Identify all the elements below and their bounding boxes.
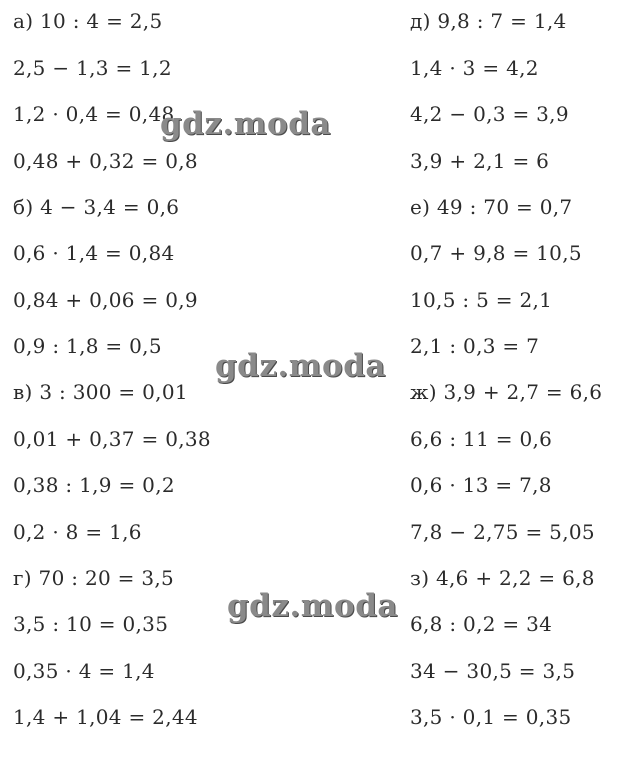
equation-line: 0,38 : 1,9 = 0,2 (13, 473, 175, 497)
equation-line: б) 4 − 3,4 = 0,6 (13, 195, 180, 219)
equation-line: 1,4 · 3 = 4,2 (410, 56, 539, 80)
equation-line: а) 10 : 4 = 2,5 (13, 9, 163, 33)
equation-line: 34 − 30,5 = 3,5 (410, 659, 576, 683)
equation-line: 2,1 : 0,3 = 7 (410, 334, 540, 358)
equation-line: 0,2 · 8 = 1,6 (13, 520, 142, 544)
equation-line: 3,9 + 2,1 = 6 (410, 149, 550, 173)
equation-line: 0,9 : 1,8 = 0,5 (13, 334, 162, 358)
watermark-logo: gdz.moda (160, 106, 331, 142)
equation-line: 3,5 : 10 = 0,35 (13, 612, 169, 636)
equation-line: 6,8 : 0,2 = 34 (410, 612, 553, 636)
equation-line: 0,84 + 0,06 = 0,9 (13, 288, 198, 312)
equation-line: 1,4 + 1,04 = 2,44 (13, 705, 198, 729)
equation-line: 0,35 · 4 = 1,4 (13, 659, 155, 683)
equation-line: в) 3 : 300 = 0,01 (13, 380, 188, 404)
watermark-logo: gdz.moda (215, 348, 386, 384)
equation-line: 6,6 : 11 = 0,6 (410, 427, 553, 451)
equation-line: 0,6 · 1,4 = 0,84 (13, 241, 175, 265)
equation-line: 3,5 · 0,1 = 0,35 (410, 705, 572, 729)
equation-line: 0,7 + 9,8 = 10,5 (410, 241, 582, 265)
equation-line: 7,8 − 2,75 = 5,05 (410, 520, 595, 544)
equation-line: г) 70 : 20 = 3,5 (13, 566, 175, 590)
equation-line: 10,5 : 5 = 2,1 (410, 288, 553, 312)
equation-line: ж) 3,9 + 2,7 = 6,6 (410, 380, 603, 404)
equation-line: е) 49 : 70 = 0,7 (410, 195, 573, 219)
equation-line: з) 4,6 + 2,2 = 6,8 (410, 566, 595, 590)
equation-line: д) 9,8 : 7 = 1,4 (410, 9, 567, 33)
equation-line: 1,2 · 0,4 = 0,48 (13, 102, 175, 126)
watermark-logo: gdz.moda (227, 588, 398, 624)
equation-line: 4,2 − 0,3 = 3,9 (410, 102, 569, 126)
equation-line: 0,48 + 0,32 = 0,8 (13, 149, 198, 173)
equation-line: 0,01 + 0,37 = 0,38 (13, 427, 211, 451)
equation-line: 2,5 − 1,3 = 1,2 (13, 56, 172, 80)
equation-line: 0,6 · 13 = 7,8 (410, 473, 552, 497)
